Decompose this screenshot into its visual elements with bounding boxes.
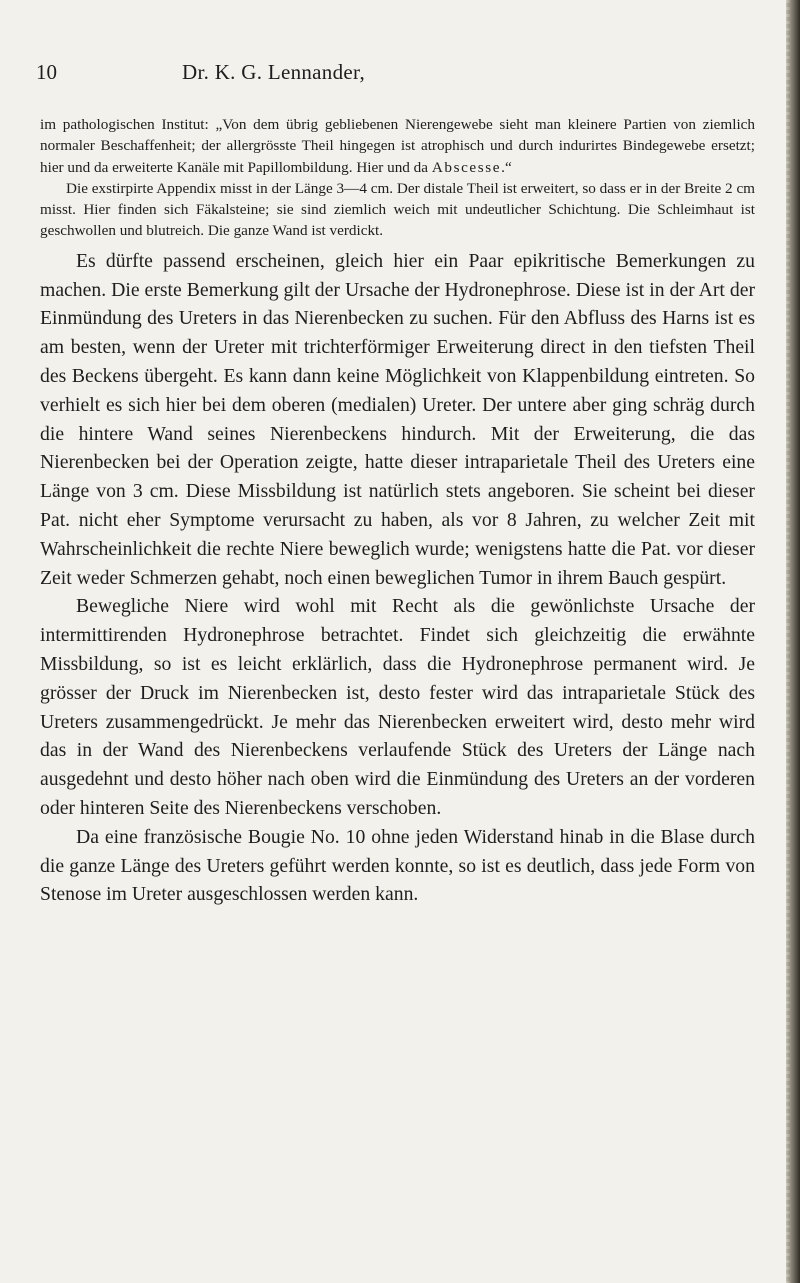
page-number: 10: [36, 60, 57, 84]
body-paragraph-1: Es dürfte passend erscheinen, gleich hier ein Paar epikritische Bemerkungen zu machen. Die erste Bemerkung gilt der Ursache der Hydronephrose. Diese ist in der Art der Einmündung des Ureters in das Nierenbecken zu suchen. Für den Abfluss des Harns ist es am besten, wenn der Ureter mit trichterförmiger Erweiterung direct in den tiefsten Theil des Beckens übergeht. Es kann dann keine Möglichkeit von Klappenbildung eintreten. So verhielt es sich hier bei dem oberen (medialen) Ureter. Der untere aber ging schräg durch die hintere Wand seines Nierenbeckens hindurch. Mit der Erweiterung, die das Nierenbecken bei der Operation zeigte, hatte dieser intraparietale Theil des Ureters eine Länge von 3 cm. Diese Missbildung ist natürlich stets angeboren. Sie scheint bei dieser Pat. nicht eher Symptome verursacht zu haben, als vor 8 Jahren, zu welcher Zeit mit Wahrscheinlichkeit die rechte Niere beweglich wurde; wenigstens hatte die Pat. vor dieser Zeit weder Schmerzen gehabt, noch einen beweglichen Tumor in ihrem Bauch gespürt.: [40, 249, 755, 589]
spaced-word-abscesse: Abscesse: [431, 158, 502, 176]
body-paragraph-3: Da eine französische Bougie No. 10 ohne jeden Widerstand hinab in die Blase durch die ganze Länge des Ureters geführt werden konnte, so ist es deutlich, dass jede Form von Stenose im Ureter ausgeschlossen werden kann.: [40, 825, 755, 906]
page-content: [40, 114, 755, 909]
page-header: [36, 60, 776, 88]
quote-paragraph-2: Die exstirpirte Appendix misst in der Länge 3—4 cm. Der distale Theil ist erweitert, so dass er in der Breite 2 cm misst. Hier finden sich Fäkalsteine; sie sind ziemlich weich mit undeutlicher Schichtung. Die Schleimhaut ist geschwollen und blutreich. Die ganze Wand ist verdickt.: [40, 179, 755, 240]
body-paragraph-2: Bewegliche Niere wird wohl mit Recht als die gewönlichste Ursache der intermittirenden Hydronephrose betrachtet. Findet sich gleichzeitig die erwähnte Missbildung, so ist es leicht erklärlich, dass die Hydronephrose permanent wird. Je grösser der Druck im Nierenbecken ist, desto fester wird das intraparietale Stück des Ureters zusammengedrückt. Je mehr das Nierenbecken erweitert wird, desto mehr wird das in der Wand des Nierenbeckens verlaufende Stück des Ureters der Länge nach ausgedehnt und desto höher nach oben wird die Einmündung des Ureters an der vorderen oder hinteren Seite des Nierenbeckens verschoben.: [40, 595, 755, 819]
quote-paragraph-1-end: .“: [501, 158, 512, 176]
page-edge-shadow: [786, 0, 800, 1283]
running-head: Dr. K. G. Lennander,: [182, 60, 366, 84]
quote-paragraph-1-text: im pathologischen Institut: „Von dem übrig gebliebenen Nierengewebe sieht man kleinere Partien von ziemlich normaler Beschaffenheit; der allergrösste Theil hingegen ist atrophisch und durch indurirtes Bindegewebe ersetzt; hier und da erweiterte Kanäle mit Papillombildung. Hier und da: [40, 116, 755, 176]
quote-paragraph-1: [40, 114, 755, 178]
